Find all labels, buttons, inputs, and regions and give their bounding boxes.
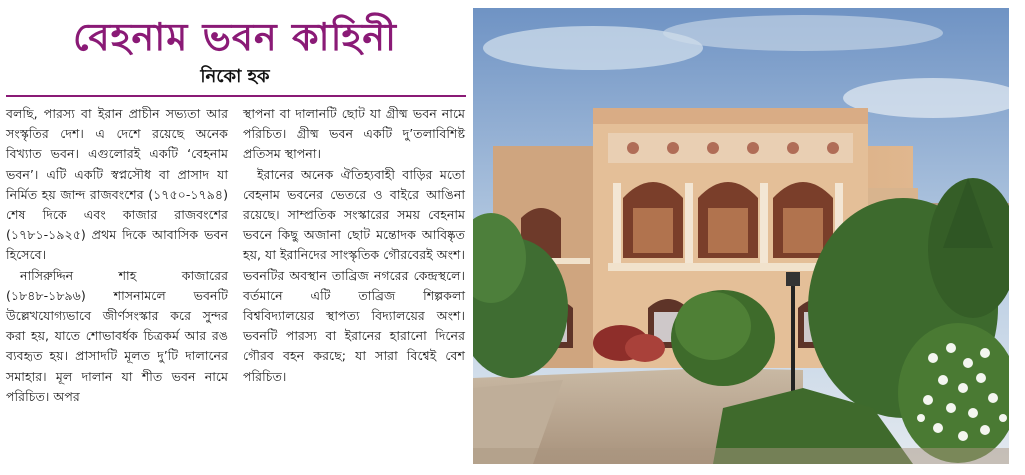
- column2-paragraph-2: ইরানের অনেক ঐতিহ্যবাহী বাড়ির মতো বেহনাম ভবনের ভেতরে ও বাইরে আঙিনা রয়েছে। সাম্প্রতিক সংস্কারের সময় বেহনাম ভবনে কিছু অজানা ছোট মন্তোদক আবিষ্কৃত হয়, যা ইরানিদের সাংস্কৃতিক গৌরবেরই অংশ। ভবনটির অবস্থান তাব্রিজ নগরের কেন্দ্রস্থলে। বর্তমানে এটি তাব্রিজ শিল্পকলা বিশ্ববিদ্যালয়ের স্থাপত্য বিদ্যালয়ের অংশ। ভবনটি পারস্য বা ইরানের হারানো দিনের গৌরব বহন করছে; যা সারা বিশ্বেই বেশ পরিচিত।: [243, 166, 465, 384]
- article-column-2: [243, 104, 465, 387]
- article-title: বেহনাম ভবন কাহিনী: [73, 14, 397, 59]
- behnam-house-illustration: [473, 8, 1009, 464]
- behnam-house-photo: [473, 8, 1009, 464]
- column1-paragraph-1: বলছি, পারস্য বা ইরান প্রাচীন সভ্যতা আর সংস্কৃতির দেশ। এ দেশে রয়েছে অনেক বিখ্যাত ভবন। এগুলোরই একটি ‘বেহনাম ভবন’। এটি একটি স্বপ্নসৌধ বা প্রাসাদ যা নির্মিত হয় জান্দ রাজবংশের (১৭৫০-১৭৯৪) শেষ দিকে এবং কাজার রাজবংশের (১৭৮১-১৯২৫) প্রথম দিকে আবাসিক ভবন হিসেবে।: [6, 106, 228, 263]
- column1-paragraph-2: নাসিরুদ্দিন শাহ কাজারের (১৮৪৮-১৮৯৬) শাসনামলে ভবনটি উল্লেখযোগ্যভাবে জীর্ণসংস্কার করে সুন্দর করা হয়, যাতে শোভাবর্ধক চিত্রকর্ম আর রঙ ব্যবহৃত হয়। প্রাসাদটি মূলত দু’টি দালানের সমাহার। মূল দালান যা শীত ভবন নামে পরিচিত। অপর: [6, 267, 228, 404]
- column2-paragraph-1: স্থাপনা বা দালানটি ছোট যা গ্রীষ্ম ভবন নামে পরিচিত। গ্রীষ্ম ভবন একটি দু’তলাবিশিষ্ট প্রতিসম স্থাপনা।: [243, 106, 465, 162]
- title-divider: [6, 95, 466, 97]
- article-author: নিকো হক: [200, 66, 270, 87]
- article-column-1: [6, 104, 228, 407]
